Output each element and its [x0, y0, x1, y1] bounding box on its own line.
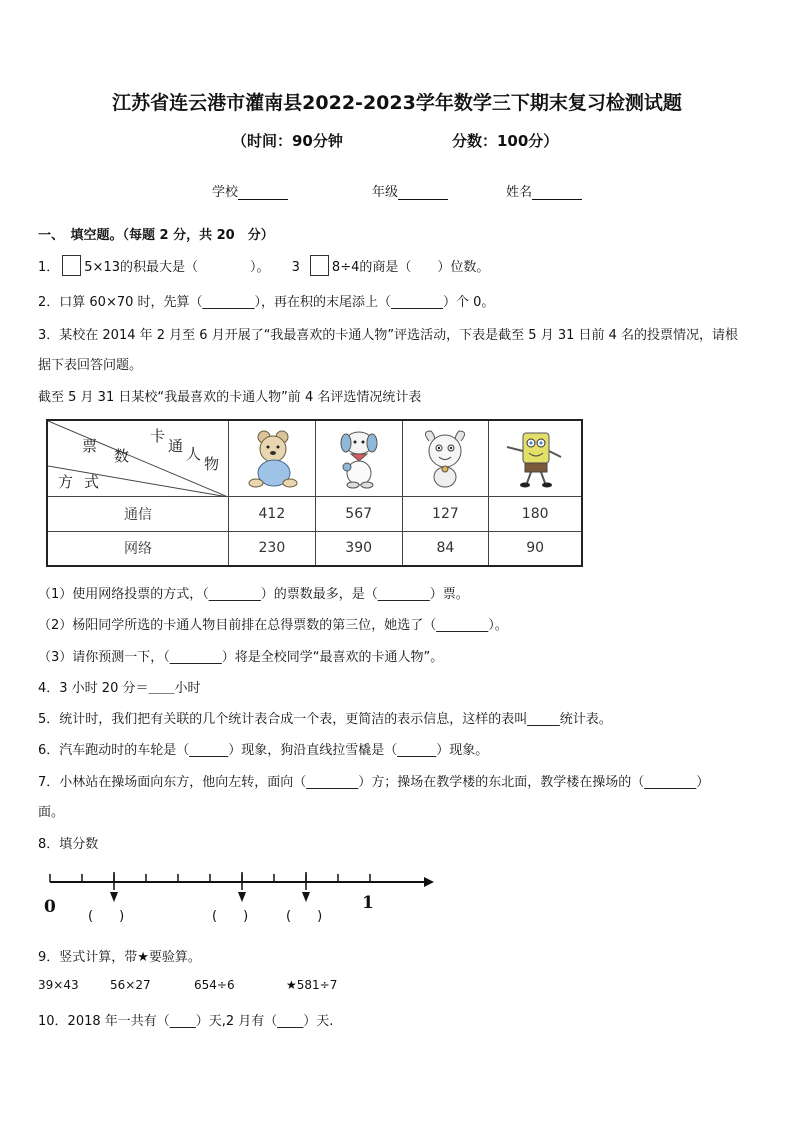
question-3-line2: 据下表回答问题。 — [38, 358, 143, 373]
number-line — [40, 860, 440, 890]
diagonal-header-cell — [47, 420, 229, 496]
question-7-line1: 7．小林站在操场面向东方，他向左转，面向（________）方；操场在教学楼的东北面，教学楼在操场的（________） — [38, 775, 710, 790]
calc-item-1: 39×43 — [38, 978, 79, 992]
table-header-row — [47, 420, 582, 496]
question-3-line1: 3．某校在 2014 年 2 月至 6 月开展了“我最喜欢的卡通人物”评选活动，下表是截至 5 月 31 日前 4 名的投票情况，请根 — [38, 328, 739, 343]
header-label-tong: 通 — [168, 437, 184, 455]
question-8-title: 8．填分数 — [38, 837, 99, 852]
school-label: 学校 — [212, 185, 239, 200]
header-label-wu: 物 — [204, 455, 220, 473]
sponge-icon — [503, 427, 567, 489]
calc-item-2: 56×27 — [110, 978, 151, 992]
vote-statistics-table — [46, 419, 583, 567]
header-label-ka: 卡 — [150, 427, 166, 445]
exam-time: （时间：90分钟 — [232, 132, 343, 150]
bear-icon — [242, 427, 302, 489]
character-cell-3 — [402, 420, 489, 496]
character-cell-4 — [489, 420, 582, 496]
goat-icon — [415, 427, 475, 489]
table-cell: 412 — [229, 496, 316, 531]
exam-score: 分数：100分） — [452, 132, 559, 150]
table-cell: 230 — [229, 531, 316, 566]
number-line-ticks — [50, 874, 370, 882]
question-1 — [38, 255, 489, 276]
table-cell: 567 — [315, 496, 402, 531]
fraction-blank-2[interactable]: ( ) — [212, 909, 249, 924]
question-5: 5．统计时，我们把有关联的几个统计表合成一个表，更简洁的表示信息，这样的表叫_____统计表。 — [38, 712, 612, 727]
school-field — [212, 181, 288, 200]
number-line-zero: 0 — [44, 897, 56, 917]
table-cell: 84 — [402, 531, 489, 566]
grade-label: 年级 — [372, 185, 399, 200]
calc-item-4: ★581÷7 — [286, 978, 338, 992]
row-label: 通信 — [47, 496, 229, 531]
fraction-blank-3[interactable]: ( ) — [286, 909, 323, 924]
grade-blank[interactable] — [398, 185, 448, 200]
table-cell: 127 — [402, 496, 489, 531]
table-cell: 90 — [489, 531, 582, 566]
calc-item-3: 654÷6 — [194, 978, 235, 992]
header-label-shu: 数 — [114, 447, 130, 465]
question-6: 6．汽车跑动时的车轮是（______）现象，狗沿直线拉雪橇是（______）现象。 — [38, 743, 489, 758]
table-caption: 截至 5 月 31 日某校“我最喜欢的卡通人物”前 4 名评选情况统计表 — [38, 390, 422, 405]
table-cell: 180 — [489, 496, 582, 531]
question-3-sub3: （3）请你预测一下，（________）将是全校同学“最喜欢的卡通人物”。 — [38, 650, 444, 665]
school-blank[interactable] — [238, 185, 288, 200]
question-7-line2: 面。 — [38, 805, 65, 820]
row-label: 网络 — [47, 531, 229, 566]
page-title: 江苏省连云港市灌南县2022-2023学年数学三下期末复习检测试题 — [112, 92, 682, 114]
fraction-blank-1[interactable]: ( ) — [88, 909, 125, 924]
question-2: 2．口算 60×70 时，先算（________），再在积的末尾添上（________）个 0。 — [38, 295, 495, 310]
q1-part-b: 8÷4的商是（ ）位数。 — [331, 260, 490, 275]
character-cell-2 — [315, 420, 402, 496]
number-line-arrow — [424, 877, 434, 887]
question-3-sub1: （1）使用网络投票的方式，（________）的票数最多，是（________）票。 — [38, 587, 469, 602]
number-line-one: 1 — [362, 893, 374, 913]
name-label: 姓名 — [506, 185, 533, 200]
question-3-sub2: （2）杨阳同学所选的卡通人物目前排在总得票数的第三位，她选了（________）。 — [38, 618, 508, 633]
q1-blank-box-a[interactable] — [62, 255, 81, 276]
table-cell: 390 — [315, 531, 402, 566]
question-4: 4．3 小时 20 分＝＿＿小时 — [38, 681, 201, 696]
q1-part-a: 5×13的积最大是（ ）。 — [84, 260, 270, 275]
name-field — [506, 181, 582, 200]
header-label-ren: 人 — [186, 445, 202, 463]
pointer-arrowheads — [40, 890, 440, 904]
character-cell-1 — [229, 420, 316, 496]
name-blank[interactable] — [532, 185, 582, 200]
header-label-piao: 票 — [82, 437, 98, 455]
section-heading: 一、 填空题。（每题 2 分，共 20 分） — [38, 228, 274, 243]
q1-part-b-prefix: 3 — [291, 260, 300, 275]
question-9-title: 9．竖式计算，带★要验算。 — [38, 950, 201, 965]
q1-blank-box-b[interactable] — [310, 255, 329, 276]
dog-icon — [329, 427, 389, 489]
header-label-fang: 方 — [58, 473, 74, 491]
table-row — [47, 496, 582, 531]
question-10: 10．2018 年一共有（____）天,2 月有（____）天. — [38, 1014, 334, 1029]
grade-field — [372, 181, 448, 200]
q1-number: 1． — [38, 260, 60, 275]
table-row — [47, 531, 582, 566]
header-label-shi: 式 — [84, 473, 100, 491]
